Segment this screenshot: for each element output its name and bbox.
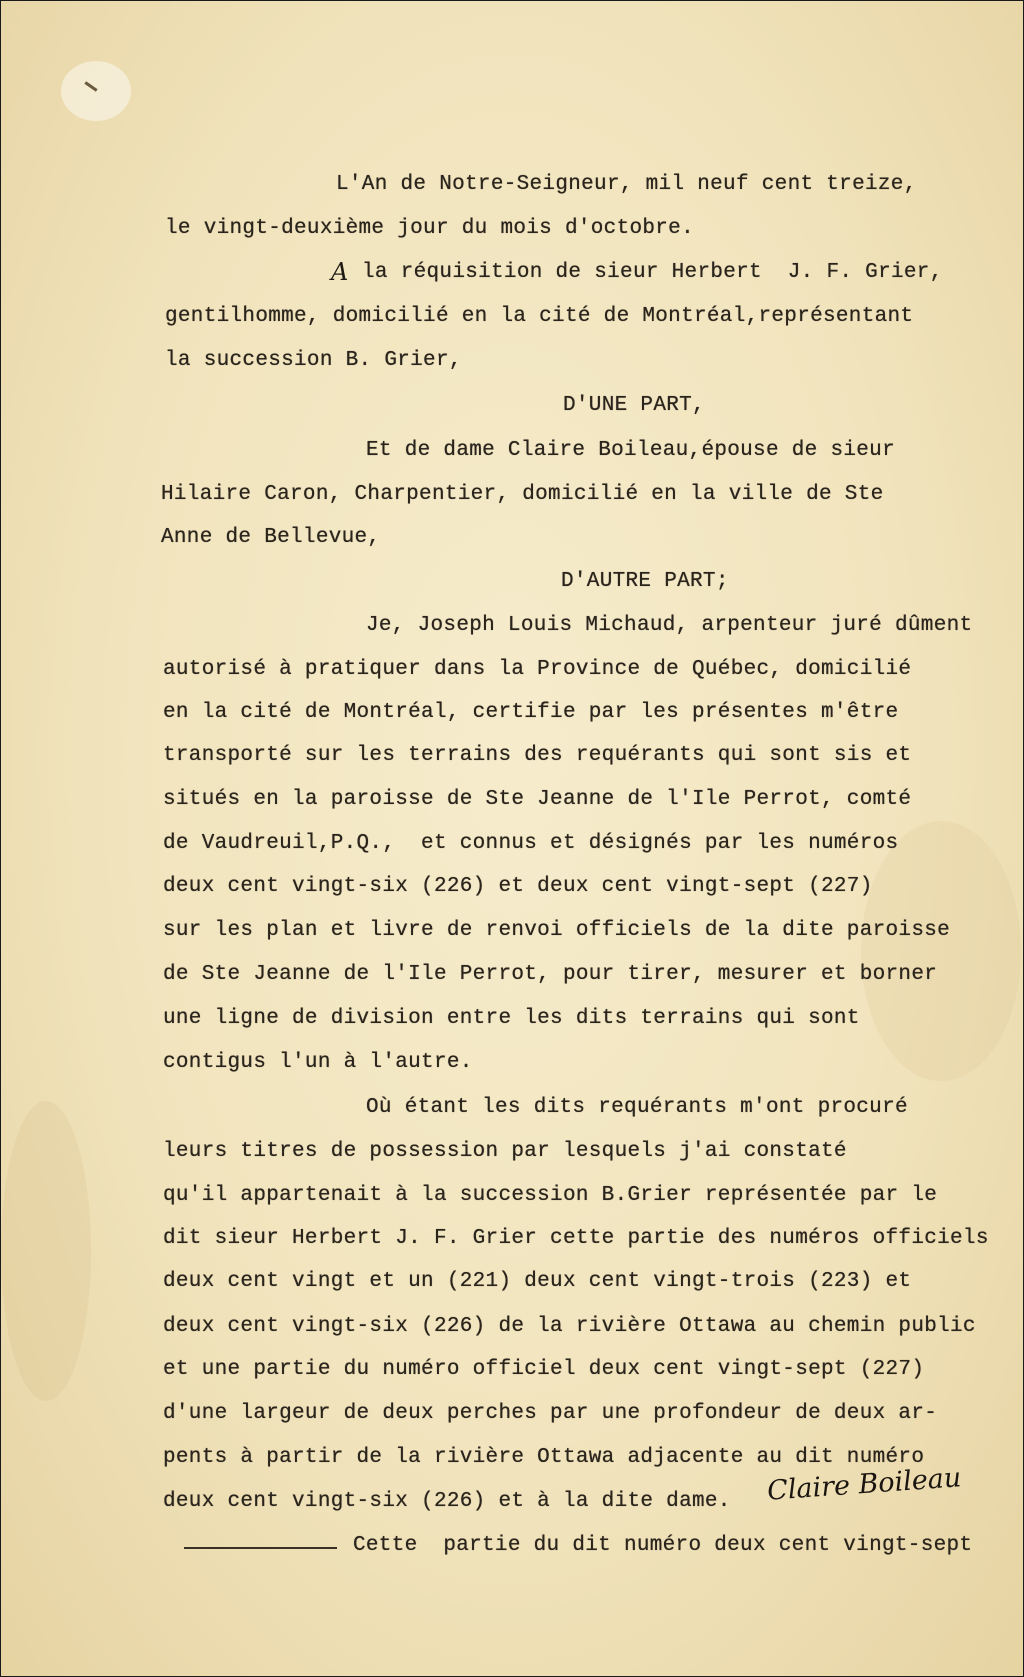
text-line: qu'il appartenait à la succession B.Grier représentée par le (163, 1184, 938, 1207)
text-line: Où étant les dits requérants m'ont procuré (366, 1096, 908, 1119)
text-line: et une partie du numéro officiel deux cent vingt-sept (227) (163, 1358, 925, 1381)
paper-stain (861, 821, 1021, 1081)
text-line: leurs titres de possession par lesquels j'ai constaté (163, 1140, 847, 1163)
text-line: Anne de Bellevue, (161, 526, 381, 549)
text-line: deux cent vingt et un (221) deux cent vingt-trois (223) et (163, 1270, 912, 1293)
party-heading: D'UNE PART, (563, 394, 705, 417)
text-line: une ligne de division entre les dits terrains qui sont (163, 1007, 860, 1030)
text-line: situés en la paroisse de Ste Jeanne de l'Ile Perrot, comté (163, 788, 912, 811)
signature: Claire Boileau (766, 1462, 963, 1507)
text-line: deux cent vingt-six (226) de la rivière Ottawa au chemin public (163, 1315, 976, 1338)
handwritten-a: A (331, 258, 349, 286)
text-line: la réquisition de sieur Herbert J. F. Grier, (362, 261, 943, 284)
text-line: deux cent vingt-six (226) et à la dite dame. (163, 1490, 731, 1513)
text-line: contigus l'un à l'autre. (163, 1051, 473, 1074)
text-line: gentilhomme, domicilié en la cité de Montréal,représentant (165, 305, 914, 328)
text-line: transporté sur les terrains des requérants qui sont sis et (163, 744, 912, 767)
fill-line (184, 1547, 337, 1549)
text-line: sur les plan et livre de renvoi officiels de la dite paroisse (163, 919, 951, 942)
text-line: Cette partie du dit numéro deux cent vingt-sept (353, 1534, 973, 1557)
text-line: autorisé à pratiquer dans la Province de Québec, domicilié (163, 658, 912, 681)
party-heading: D'AUTRE PART; (561, 570, 729, 593)
text-line: la succession B. Grier, (165, 349, 462, 372)
text-line: dit sieur Herbert J. F. Grier cette partie des numéros officiels (163, 1227, 989, 1250)
paper-mark (84, 81, 97, 91)
text-line: d'une largeur de deux perches par une profondeur de deux ar- (163, 1402, 938, 1425)
text-line: Et de dame Claire Boileau,épouse de sieur (366, 439, 895, 462)
text-line: Hilaire Caron, Charpentier, domicilié en la ville de Ste (161, 483, 884, 506)
paper-stain (1, 1101, 91, 1401)
text-line: de Vaudreuil,P.Q., et connus et désignés par les numéros (163, 832, 899, 855)
text-line: de Ste Jeanne de l'Ile Perrot, pour tirer, mesurer et borner (163, 963, 938, 986)
text-line: deux cent vingt-six (226) et deux cent vingt-sept (227) (163, 875, 873, 898)
text-line: L'An de Notre-Seigneur, mil neuf cent treize, (336, 173, 917, 196)
text-line: pents à partir de la rivière Ottawa adjacente au dit numéro (163, 1446, 925, 1469)
text-line: Je, Joseph Louis Michaud, arpenteur juré dûment (366, 614, 973, 637)
text-line: le vingt-deuxième jour du mois d'octobre. (165, 217, 694, 240)
text-line: en la cité de Montréal, certifie par les présentes m'être (163, 701, 899, 724)
